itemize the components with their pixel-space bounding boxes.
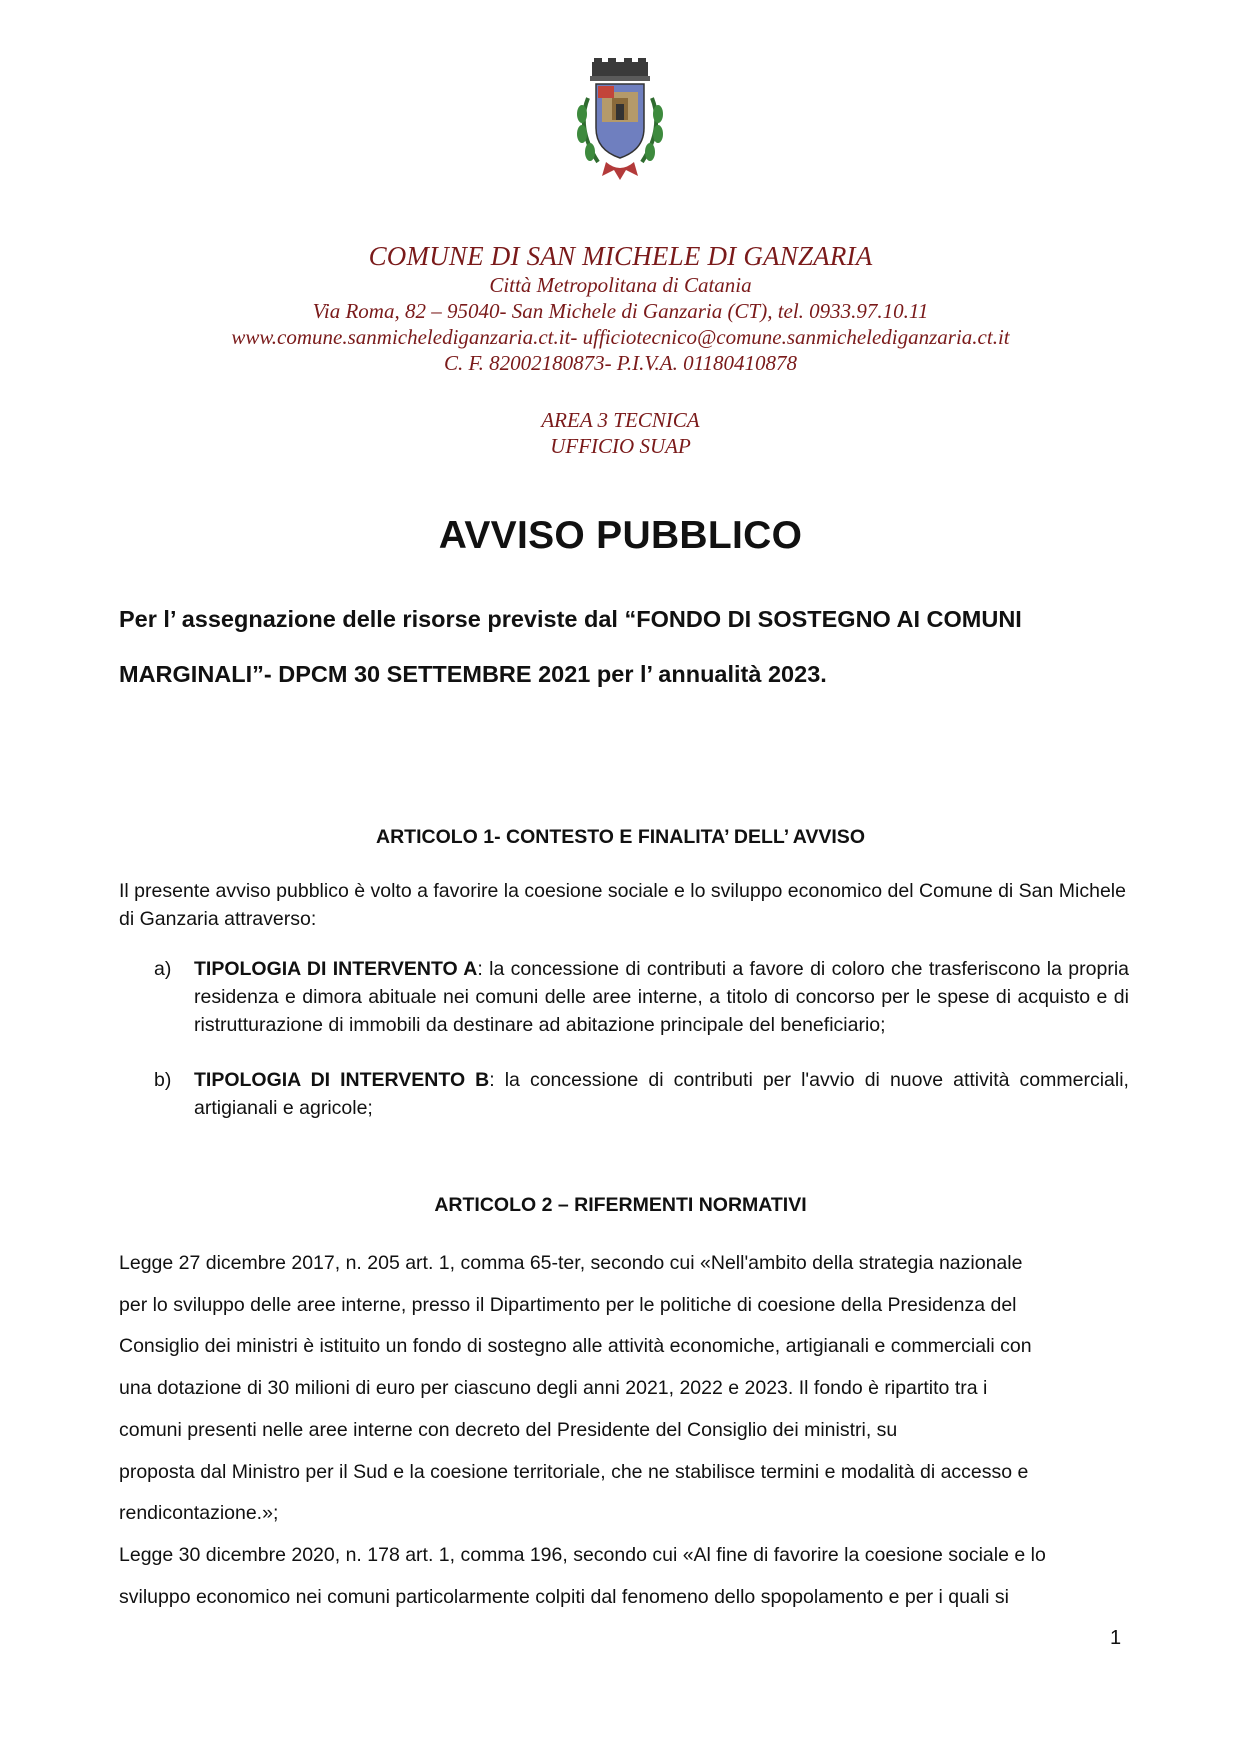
text-line: rendicontazione.»;: [119, 1502, 279, 1525]
list-item-text: : la concessione di contributi a favore di coloro che trasferiscono la propria residenza e dimora abituale nei comuni delle aree interne, a titolo di concorso per le spese di acquisto e di ristrutturazione di immobili da destinare ad abitazione principale del beneficiario;: [194, 958, 1129, 1036]
list-item: [154, 1066, 1129, 1122]
text-line: Consiglio dei ministri è istituito un fondo di sostegno alle attività economiche, artigianali e commerciali con: [119, 1335, 1032, 1358]
list-item: [154, 955, 1129, 1039]
municipality-name: COMUNE DI SAN MICHELE DI GANZARIA: [368, 241, 873, 271]
list-item-label: TIPOLOGIA DI INTERVENTO A: [194, 958, 478, 980]
coat-of-arms-emblem: [568, 58, 672, 188]
letterhead-tax-codes: C. F. 82002180873- P.I.V.A. 01180410878: [443, 351, 798, 375]
article-1-heading: ARTICOLO 1- CONTESTO E FINALITA’ DELL’ AVVISO: [376, 826, 865, 848]
article-1-intro: Il presente avviso pubblico è volto a favorire la coesione sociale e lo sviluppo economico del Comune di San Michele di Ganzaria attraverso:: [119, 880, 1126, 930]
letterhead-line: Città Metropolitana di Catania: [489, 273, 752, 297]
text-line: per lo sviluppo delle aree interne, presso il Dipartimento per le politiche di coesione della Presidenza del: [119, 1293, 1017, 1316]
document-title: AVVISO PUBBLICO: [438, 514, 803, 557]
letterhead-address: Via Roma, 82 – 95040- San Michele di Ganzaria (CT), tel. 0933.97.10.11: [312, 299, 929, 323]
article-2-body: [119, 1243, 1129, 1618]
text-line: Legge 30 dicembre 2020, n. 178 art. 1, comma 196, secondo cui «Al fine di favorire la coesione sociale e lo: [119, 1543, 1046, 1566]
letterhead: [0, 240, 1241, 376]
letterhead-web-email: www.comune.sanmichelediganzaria.ct.it- ufficiotecnico@comune.sanmichelediganzaria.ct.it: [231, 325, 1010, 349]
text-line: proposta dal Ministro per il Sud e la coesione territoriale, che ne stabilisce termini e modalità di accesso e: [119, 1460, 1029, 1483]
list-item-label: TIPOLOGIA DI INTERVENTO B: [194, 1069, 490, 1091]
text-line: una dotazione di 30 milioni di euro per ciascuno degli anni 2021, 2022 e 2023. Il fondo è ripartito tra i: [119, 1377, 988, 1400]
list-marker: a): [154, 958, 172, 980]
department-office: UFFICIO SUAP: [550, 434, 691, 458]
text-line: sviluppo economico nei comuni particolarmente colpiti dal fenomeno dello spopolamento e per i quali si: [119, 1585, 1009, 1608]
list-marker: b): [154, 1069, 172, 1091]
text-line: comuni presenti nelle aree interne con decreto del Presidente del Consiglio dei ministri, su: [119, 1418, 898, 1441]
department-area: AREA 3 TECNICA: [541, 408, 700, 432]
article-2-heading: ARTICOLO 2 – RIFERMENTI NORMATIVI: [434, 1194, 807, 1216]
department-block: [0, 407, 1241, 459]
text-line: Legge 27 dicembre 2017, n. 205 art. 1, comma 65-ter, secondo cui «Nell'ambito della strategia nazionale: [119, 1252, 1023, 1274]
list-item-text: : la concessione di contributi per l'avvio di nuove attività commerciali, artigianali e agricole;: [194, 1069, 1129, 1119]
document-subtitle: Per l’ assegnazione delle risorse previste dal “FONDO DI SOSTEGNO AI COMUNI MARGINALI”- DPCM 30 SETTEMBRE 2021 per l’ annualità 2023.: [119, 606, 1022, 687]
page-number: 1: [1110, 1627, 1122, 1649]
